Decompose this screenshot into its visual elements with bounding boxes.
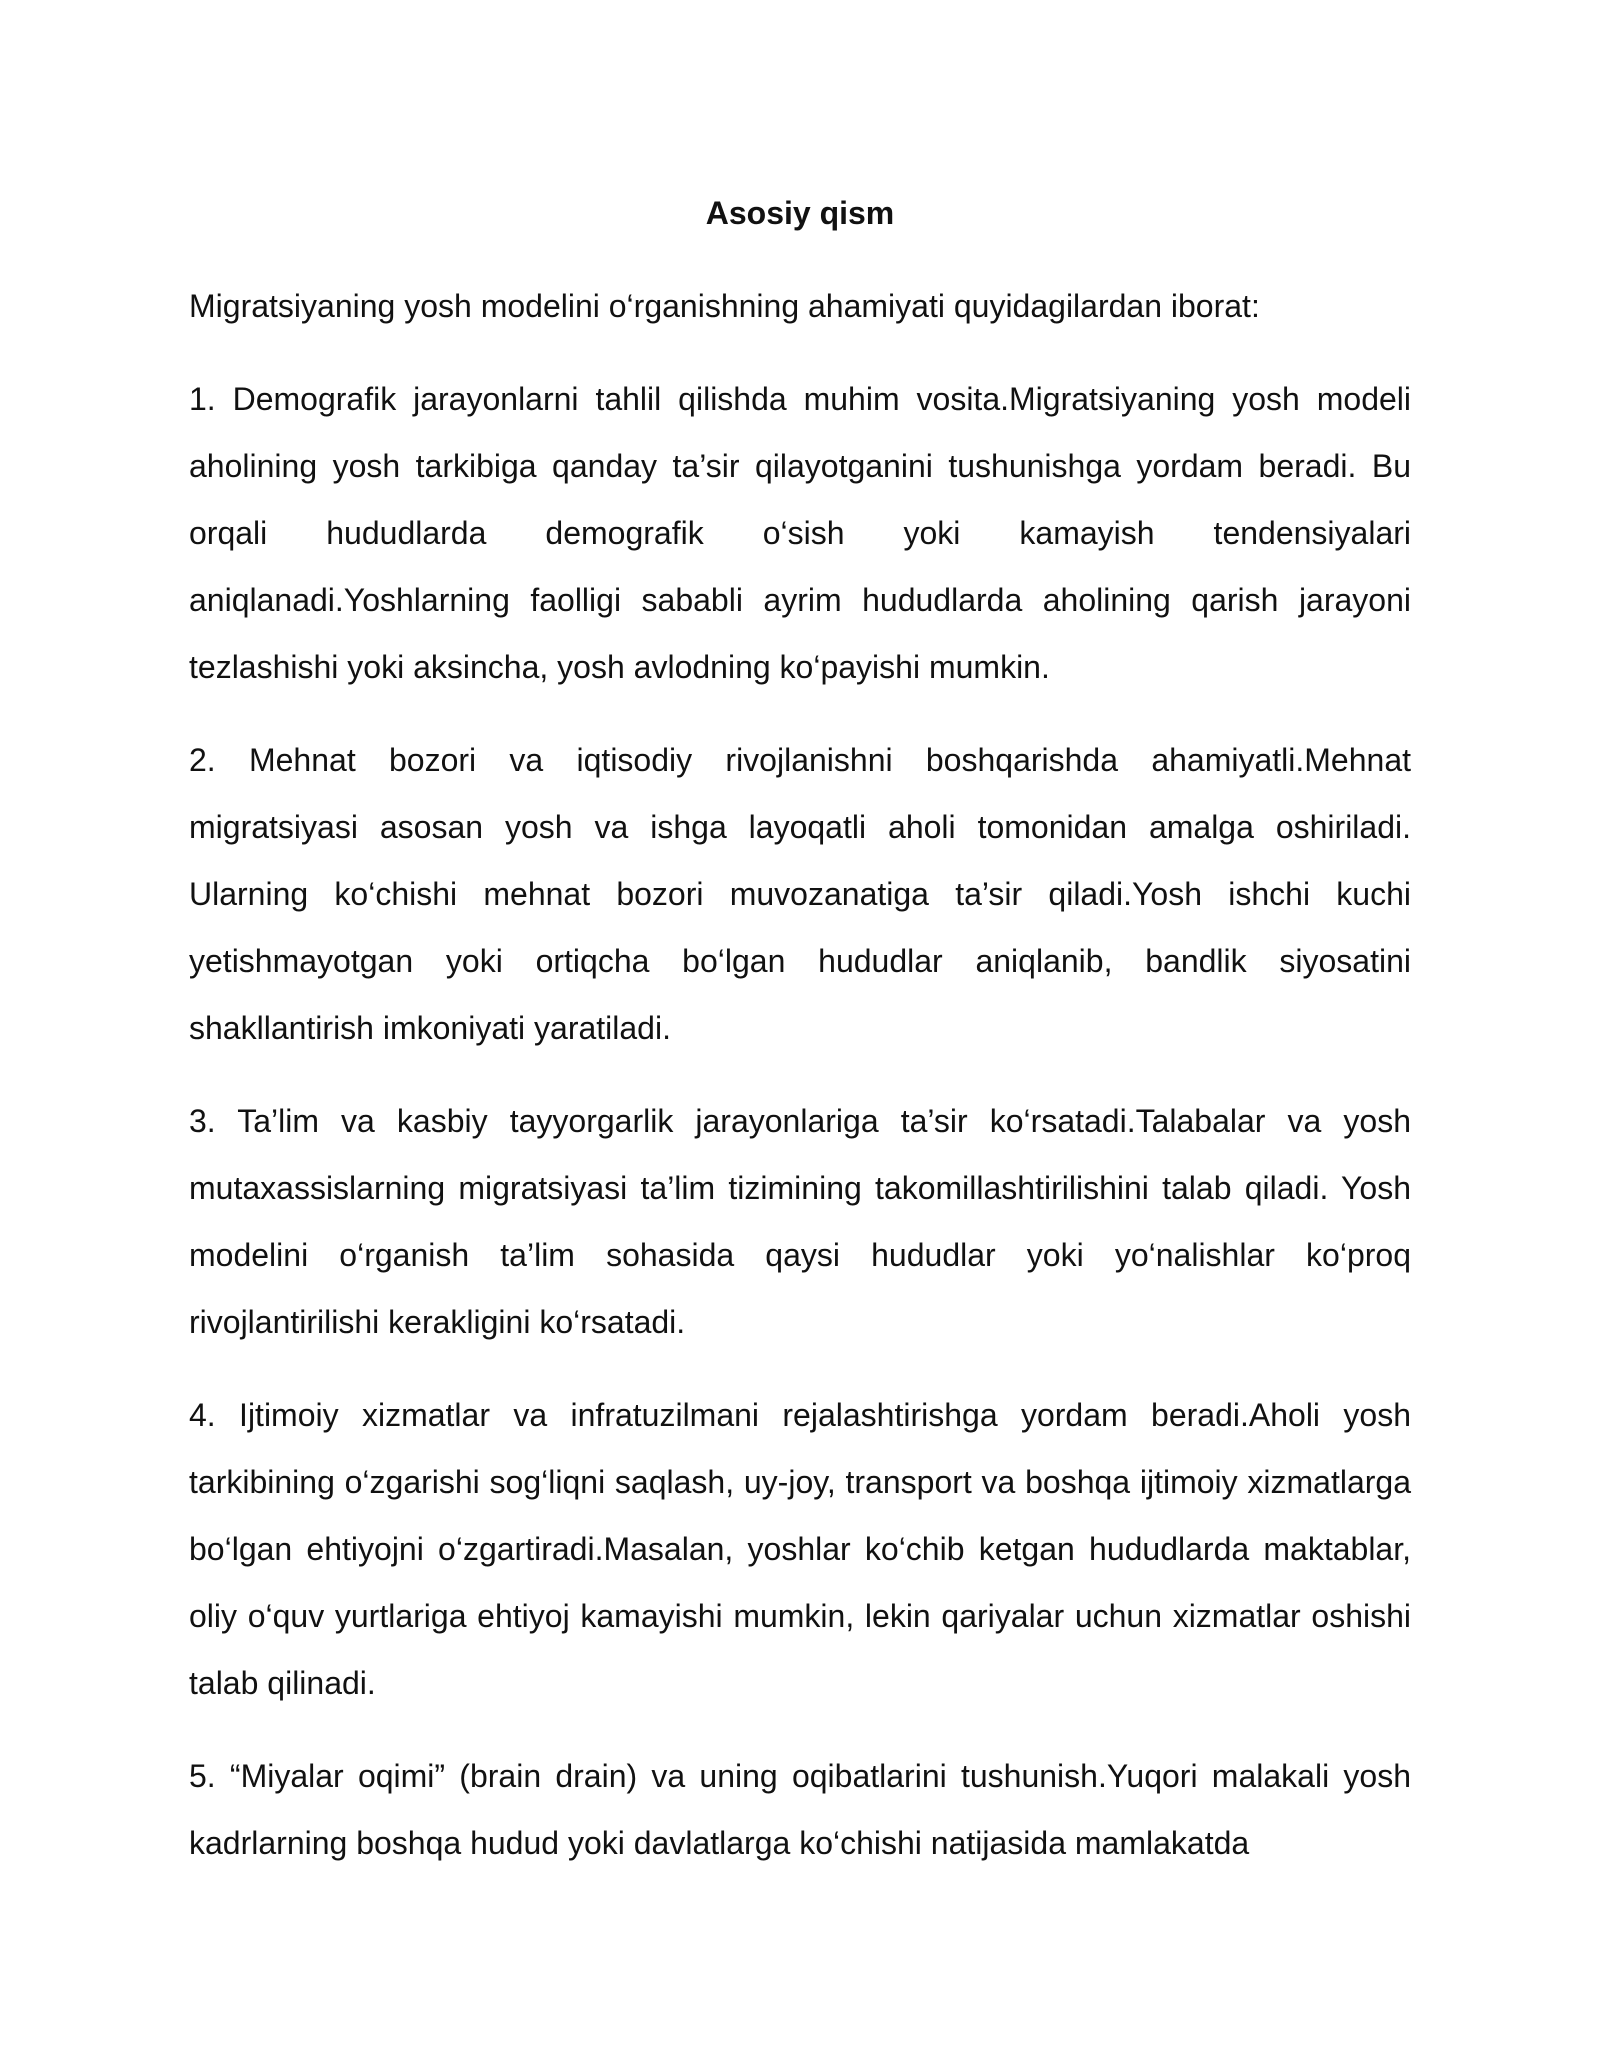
section-title: Asosiy qism [705,195,895,231]
document-body [189,180,1411,1903]
paragraph-4: 4. Ijtimoiy xizmatlar va infratuzilmani rejalashtirishga yordam beradi.Aholi yosh tarkibining o‘zgarishi sog‘liqni saqlash, uy-joy, transport va boshqa ijtimoiy xizmatlarga bo‘lgan ehtiyojni o‘zgartiradi.Masalan, yoshlar ko‘chib ketgan hududlarda maktablar, oliy o‘quv yurtlariga ehtiyoj kamayishi mumkin, lekin qariyalar uchun xizmatlar oshishi talab qilinadi. [189,1397,1411,1701]
paragraph-2: 2. Mehnat bozori va iqtisodiy rivojlanishni boshqarishda ahamiyatli.Mehnat migratsiyasi asosan yosh va ishga layoqatli aholi tomonidan amalga oshiriladi. Ularning ko‘chishi mehnat bozori muvozanatiga ta’sir qiladi.Yosh ishchi kuchi yetishmayotgan yoki ortiqcha bo‘lgan hududlar aniqlanib, bandlik siyosatini shakllantirish imkoniyati yaratiladi. [189,742,1411,1046]
intro-paragraph: Migratsiyaning yosh modelini o‘rganishning ahamiyati quyidagilardan iborat: [189,288,1260,324]
paragraph-5: 5. “Miyalar oqimi” (brain drain) va uning oqibatlarini tushunish.Yuqori malakali yosh kadrlarning boshqa hudud yoki davlatlarga ko‘chishi natijasida mamlakatda [189,1758,1411,1861]
paragraph-1: 1. Demografik jarayonlarni tahlil qilishda muhim vosita.Migratsiyaning yosh modeli aholining yosh tarkibiga qanday ta’sir qilayotganini tushunishga yordam beradi. Bu orqali hududlarda demografik o‘sish yoki kamayish tendensiyalari aniqlanadi.Yoshlarning faolligi sababli ayrim hududlarda aholining qarish jarayoni tezlashishi yoki aksincha, yosh avlodning ko‘payishi mumkin. [189,381,1411,685]
paragraph-3: 3. Ta’lim va kasbiy tayyorgarlik jarayonlariga ta’sir ko‘rsatadi.Talabalar va yosh mutaxassislarning migratsiyasi ta’lim tizimining takomillashtirilishini talab qiladi. Yosh modelini o‘rganish ta’lim sohasida qaysi hududlar yoki yo‘nalishlar ko‘proq rivojlantirilishi kerakligini ko‘rsatadi. [189,1103,1411,1340]
